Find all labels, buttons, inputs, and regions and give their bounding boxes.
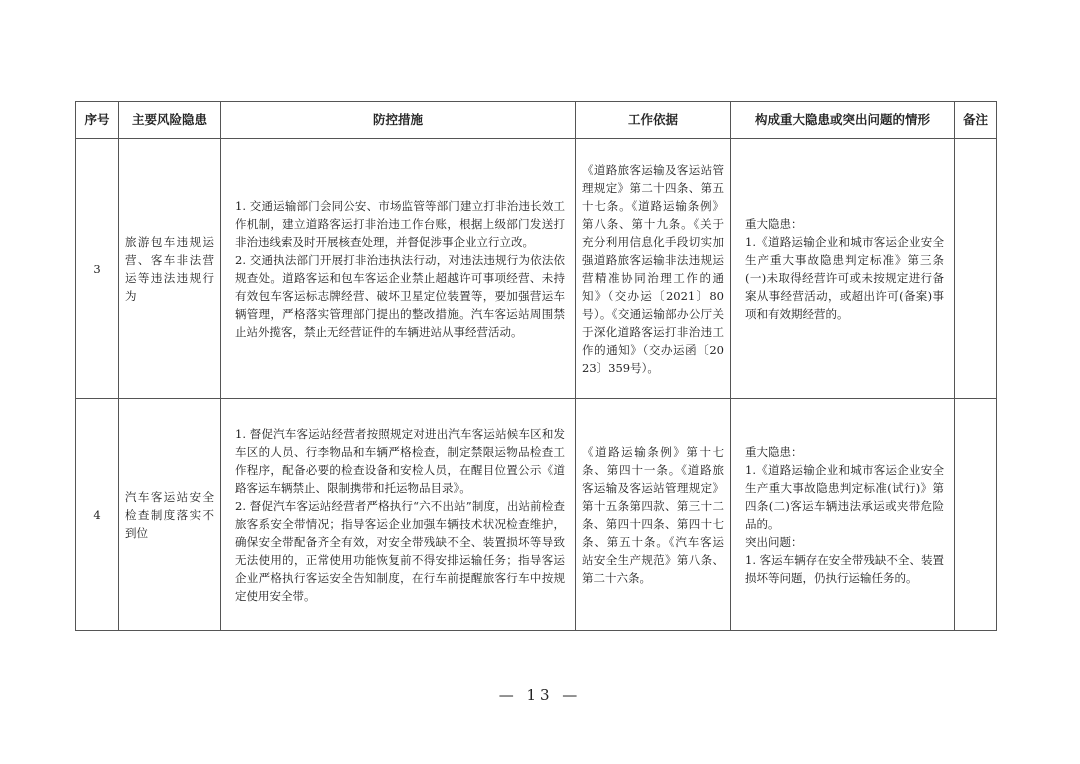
risk-cell: 旅游包车违规运营、客车非法营运等违法违规行为 bbox=[119, 139, 221, 399]
table-row bbox=[76, 139, 997, 399]
header-work-basis: 工作依据 bbox=[576, 102, 731, 139]
situation-line: 突出问题： bbox=[745, 534, 803, 549]
remark-cell bbox=[955, 399, 997, 631]
situation-line: 1. 客运车辆存在安全带残缺不全、装置损坏等问题，仍执行运输任务的。 bbox=[745, 552, 944, 585]
situation-cell bbox=[731, 139, 955, 399]
row-number: 4 bbox=[76, 399, 119, 631]
situation-cell bbox=[731, 399, 955, 631]
header-situation: 构成重大隐患或突出问题的情形 bbox=[731, 102, 955, 139]
situation-line: 重大隐患： bbox=[745, 444, 803, 459]
remark-cell bbox=[955, 139, 997, 399]
risk-cell: 汽车客运站安全检查制度落实不到位 bbox=[119, 399, 221, 631]
table-row bbox=[76, 399, 997, 631]
situation-line: 1.《道路运输企业和城市客运企业安全生产重大事故隐患判定标准(试行)》第四条(二)客运车辆违法承运或夹带危险品的。 bbox=[745, 462, 944, 531]
measure-paragraph: 1. 交通运输部门会同公安、市场监管等部门建立打非治违长效工作机制，建立道路客运打非治违工作台账，根据上级部门发送打非治违线索及时开展核查处理，并督促涉事企业立行立改。 bbox=[235, 198, 565, 249]
basis-cell: 《道路运输条例》第十七条、第四十一条。《道路旅客运输及客运站管理规定》第十五条第四款、第三十二条、第四十四条、第四十七条、第五十条。《汽车客运站安全生产规范》第八条、第二十六条。 bbox=[576, 399, 731, 631]
measures-cell bbox=[221, 399, 576, 631]
header-control-measures: 防控措施 bbox=[221, 102, 576, 139]
measure-paragraph: 2. 交通执法部门开展打非治违执法行动，对违法违规行为依法依规查处。道路客运和包车客运企业禁止超越许可事项经营、未持有效包车客运标志牌经营、破坏卫星定位装置等，要加强营运车辆管理，严格落实管理部门提出的整改措施。汽车客运站周围禁止站外揽客，禁止无经营证件的车辆进站从事经营活动。 bbox=[235, 252, 565, 339]
header-number: 序号 bbox=[76, 102, 119, 139]
measure-paragraph: 1. 督促汽车客运站经营者按照规定对进出汽车客运站候车区和发车区的人员、行李物品和车辆严格检查，制定禁限运物品检查工作程序，配备必要的检查设备和安检人员，在醒目位置公示《道路客运车辆禁止、限制携带和托运物品目录》。 bbox=[235, 426, 565, 495]
situation-line: 1.《道路运输企业和城市客运企业安全生产重大事故隐患判定标准》第三条(一)未取得经营许可或未按规定进行备案从事经营活动，或超出许可(备案)事项和有效期经营的。 bbox=[745, 234, 944, 321]
header-remark: 备注 bbox=[955, 102, 997, 139]
risk-table bbox=[75, 101, 997, 631]
basis-cell: 《道路旅客运输及客运站管理规定》第二十四条、第五十七条。《道路运输条例》第八条、第十九条。《关于充分利用信息化手段切实加强道路旅客运输非法违规运营精准协同治理工作的通知》（交办运〔2021〕80号）。《交通运输部办公厅关于深化道路客运打非治违工作的通知》（交办运函〔2023〕359号）。 bbox=[576, 139, 731, 399]
table-header-row bbox=[76, 102, 997, 139]
measure-paragraph: 2. 督促汽车客运站经营者严格执行“六不出站”制度，出站前检查旅客系安全带情况；指导客运企业加强车辆技术状况检查维护，确保安全带配备齐全有效，对安全带残缺不全、装置损坏等导致无法使用的，正常使用功能恢复前不得安排运输任务；指导客运企业严格执行客运安全告知制度，在行车前提醒旅客行车中按规定使用安全带。 bbox=[235, 498, 565, 603]
row-number: 3 bbox=[76, 139, 119, 399]
measures-cell bbox=[221, 139, 576, 399]
situation-line: 重大隐患： bbox=[745, 216, 803, 231]
page-number: — 13 — bbox=[498, 686, 582, 704]
header-main-risk: 主要风险隐患 bbox=[119, 102, 221, 139]
